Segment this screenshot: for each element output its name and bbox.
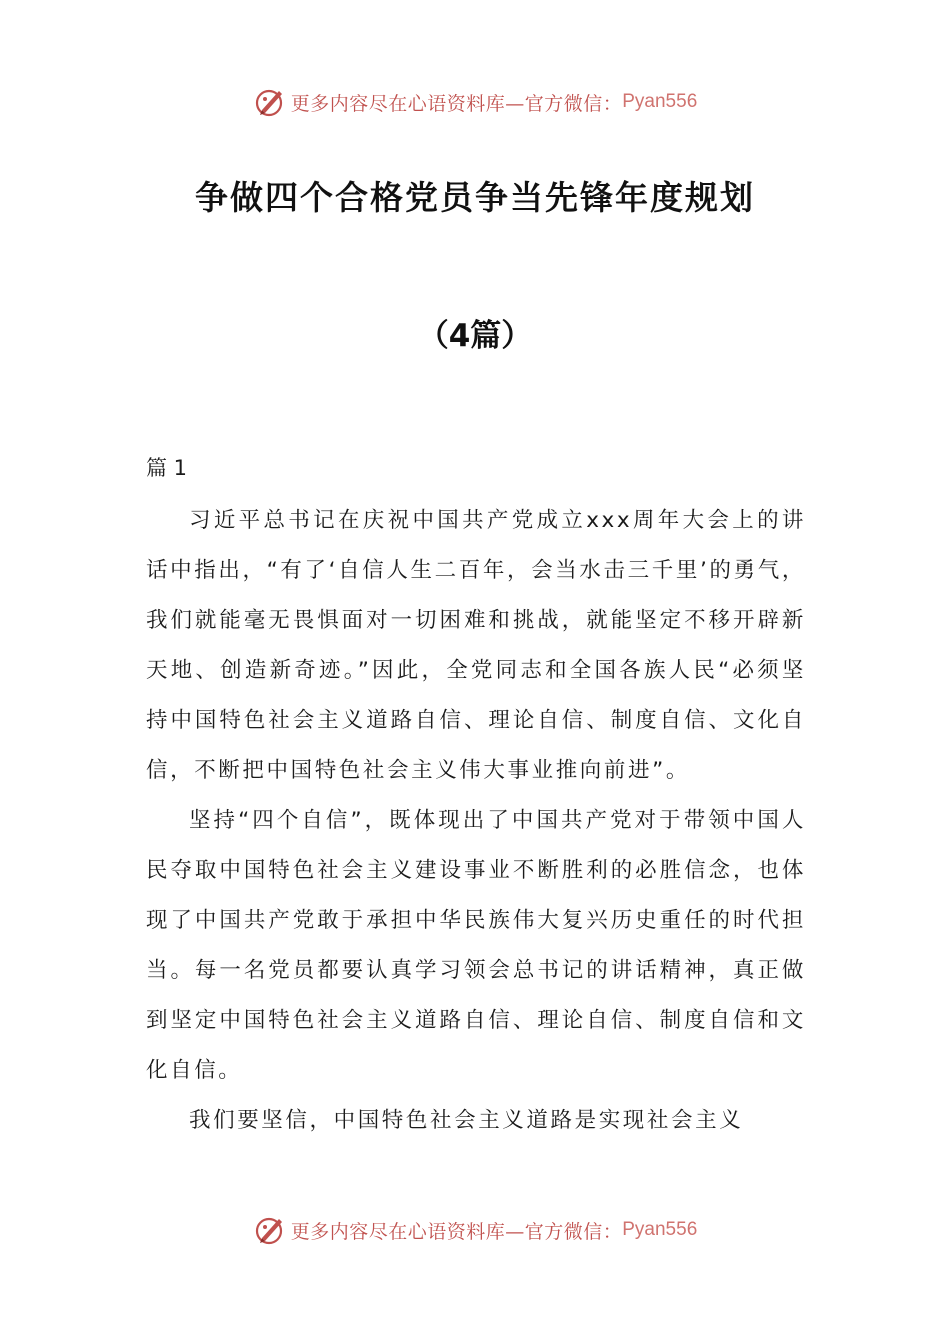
pen-logo-icon bbox=[253, 1213, 287, 1247]
banner-wechat-id: Pyan556 bbox=[622, 91, 698, 112]
document-subtitle: （4篇） bbox=[417, 318, 533, 354]
body-paragraph: 坚持“四个自信”，既体现出了中国共产党对于带领中国人民夺取中国特色社会主义建设事业不断胜利的必胜信念，也体现了中国共产党敢于承担中华民族伟大复兴历史重任的时代担当。每一名党员都要认真学习领会总书记的讲话精神，真正做到坚定中国特色社会主义道路自信、理论自信、制度自信和文化自信。 bbox=[146, 808, 806, 1083]
banner-wechat-label: 官方微信： bbox=[524, 1220, 623, 1243]
pen-logo-icon bbox=[253, 85, 287, 119]
banner-wechat-id: Pyan556 bbox=[622, 1219, 698, 1240]
banner-wechat-label: 官方微信： bbox=[524, 92, 623, 115]
footer-watermark-banner bbox=[0, 1210, 950, 1250]
document-title: 争做四个合格党员争当先锋年度规划 bbox=[195, 178, 755, 217]
banner-text: 更多内容尽在心语资料库— bbox=[290, 1220, 525, 1243]
body-paragraph: 我们要坚信，中国特色社会主义道路是实现社会主义 bbox=[189, 1108, 744, 1133]
body-paragraph: 习近平总书记在庆祝中国共产党成立xxx周年大会上的讲话中指出，“有了‘自信人生二百年，会当水击三千里’的勇气，我们就能毫无畏惧面对一切困难和挑战，就能坚定不移开辟新天地、创造新奇迹。”因此，全党同志和全国各族人民“必须坚持中国特色社会主义道路自信、理论自信、制度自信、文化自信，不断把中国特色社会主义伟大事业推向前进”。 bbox=[146, 508, 806, 783]
document-body bbox=[146, 496, 806, 1146]
header-watermark-banner bbox=[0, 82, 950, 122]
section-label: 篇 1 bbox=[146, 456, 188, 480]
banner-text: 更多内容尽在心语资料库— bbox=[290, 92, 525, 115]
